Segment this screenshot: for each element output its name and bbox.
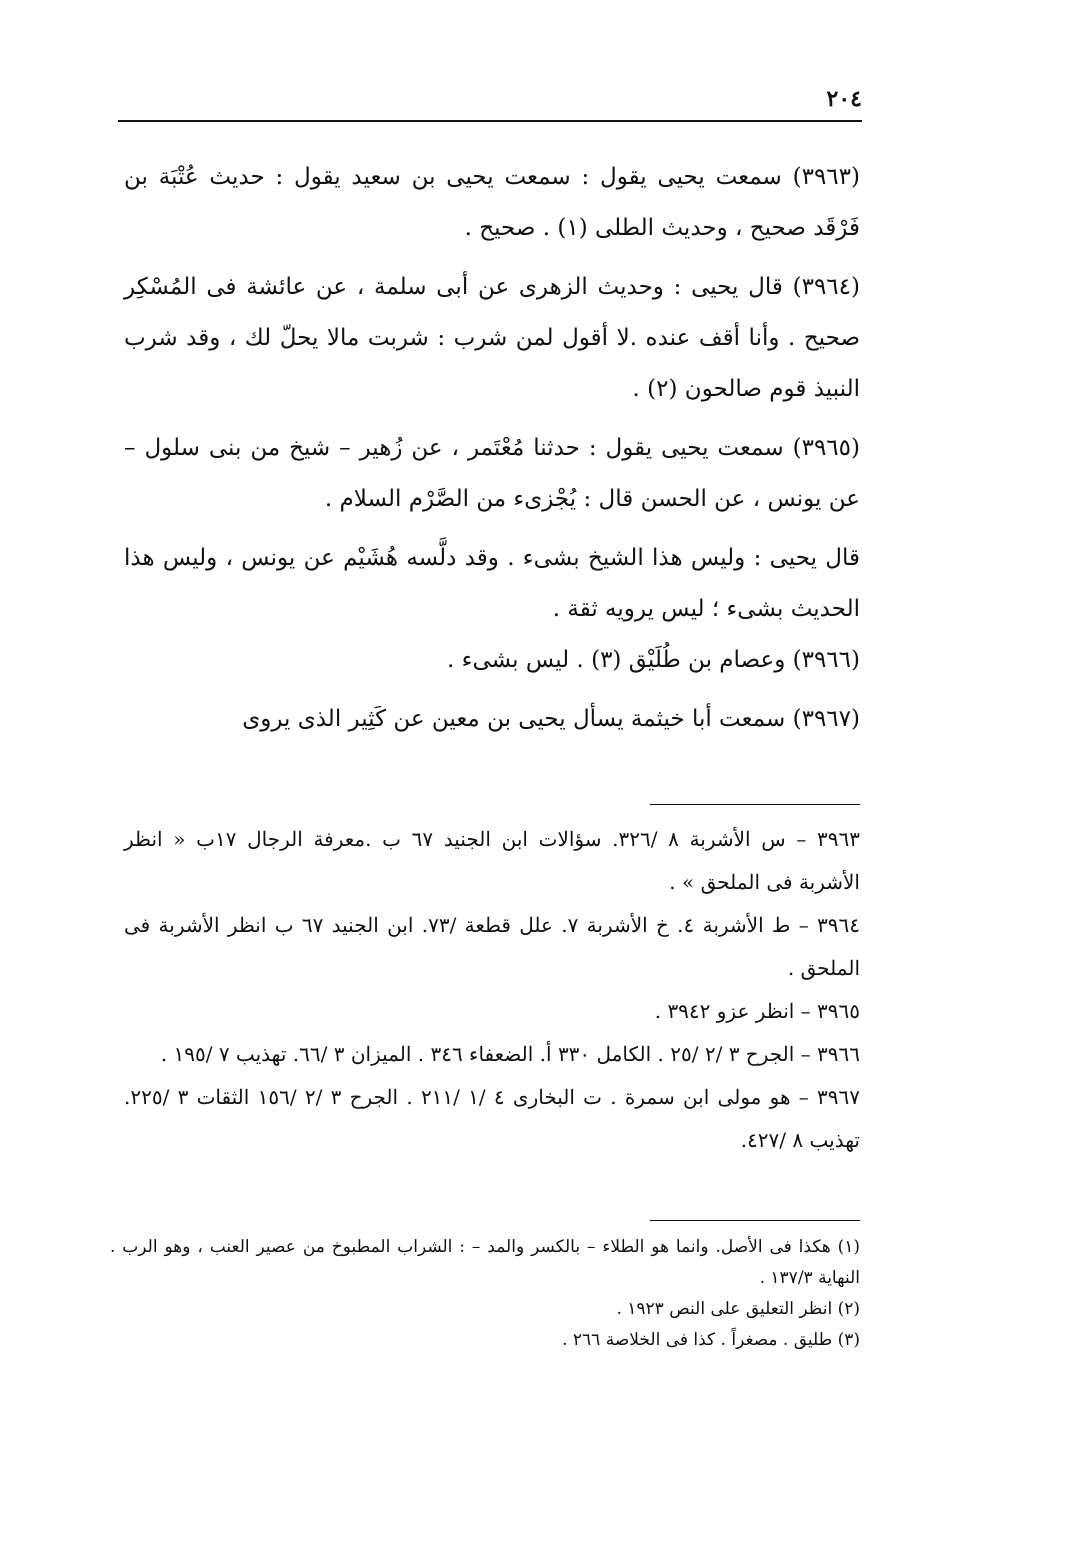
references-rule [650, 804, 860, 805]
paragraph-3964: (٣٩٦٤) قال يحيى : وحديث الزهرى عن أبى سلمة ، عن عائشة فى المُسْكِر صحيح . وأنا أقف عنده .لا أقول لمن شرب : شربت مالا يحلّ لك ، وقد شرب النبيذ قوم صالحون (٢) . [124, 274, 860, 402]
paragraph-3965: (٣٩٦٥) سمعت يحيى يقول : حدثنا مُعْتَمر ، عن زُهير – شيخ من بنى سلول – عن يونس ، عن الحسن قال : يُجْزىء من الصَّرْم السلام . [124, 435, 860, 512]
header-rule [118, 120, 862, 122]
reference-3966: ٣٩٦٦ – الجرح ٣ /٢ /٢٥ . الكامل ٣٣٠ أ. الضعفاء ٣٤٦ . الميزان ٣ /٦٦. تهذيب ٧ /١٩٥ . [160, 1042, 860, 1066]
main-text [124, 152, 860, 753]
reference-3963: ٣٩٦٣ – س الأشربة ٨ /٣٢٦. سؤالات ابن الجنيد ٦٧ ب .معرفة الرجال ١٧ب « انظر الأشربة فى الملحق » . [124, 827, 860, 894]
reference-3967: ٣٩٦٧ – هو مولى ابن سمرة . ت البخارى ٤ /١ /٢١١ . الجرح ٣ /٢ /١٥٦ الثقات ٣ /٢٢٥. تهذيب ٨ /٤٢٧. [124, 1085, 860, 1152]
reference-3965: ٣٩٦٥ – انظر عزو ٣٩٤٢ . [654, 999, 860, 1023]
paragraph-3966: (٣٩٦٦) وعصام بن طُلَيْق (٣) . ليس بشىء . [447, 647, 860, 673]
footnotes-section [110, 1232, 860, 1356]
footnote-2: (٢) انظر التعليق على النص ١٩٢٣ . [616, 1299, 860, 1319]
references-section [124, 818, 860, 1162]
footnotes-rule [650, 1220, 860, 1221]
paragraph-3967: (٣٩٦٧) سمعت أبا خيثمة يسأل يحيى بن معين عن كَثِير الذى يروى [242, 706, 860, 732]
reference-3964: ٣٩٦٤ – ط الأشربة ٤. خ الأشربة ٧. علل قطعة /٧٣. ابن الجنيد ٦٧ ب انظر الأشربة فى الملحق . [124, 913, 860, 980]
paragraph-3963: (٣٩٦٣) سمعت يحيى يقول : سمعت يحيى بن سعيد يقول : حديث عُتْبَة بن فَرْقَد صحيح ، وحديث الطلى (١) . صحيح . [124, 164, 860, 241]
page-number: ٢٠٤ [826, 86, 862, 112]
paragraph-3965-comment: قال يحيى : وليس هذا الشيخ بشىء . وقد دلَّسه هُشَيْم عن يونس ، وليس هذا الحديث بشىء ؛ ليس يرويه ثقة . [124, 545, 860, 622]
footnote-1: (١) هكذا فى الأصل. وانما هو الطلاء – بالكسر والمد – : الشراب المطبوخ من عصير العنب ، وهو الرب . النهاية ١٣٧/٣ . [110, 1237, 860, 1288]
footnote-3: (٣) طليق . مصغراً . كذا فى الخلاصة ٢٦٦ . [562, 1330, 860, 1350]
